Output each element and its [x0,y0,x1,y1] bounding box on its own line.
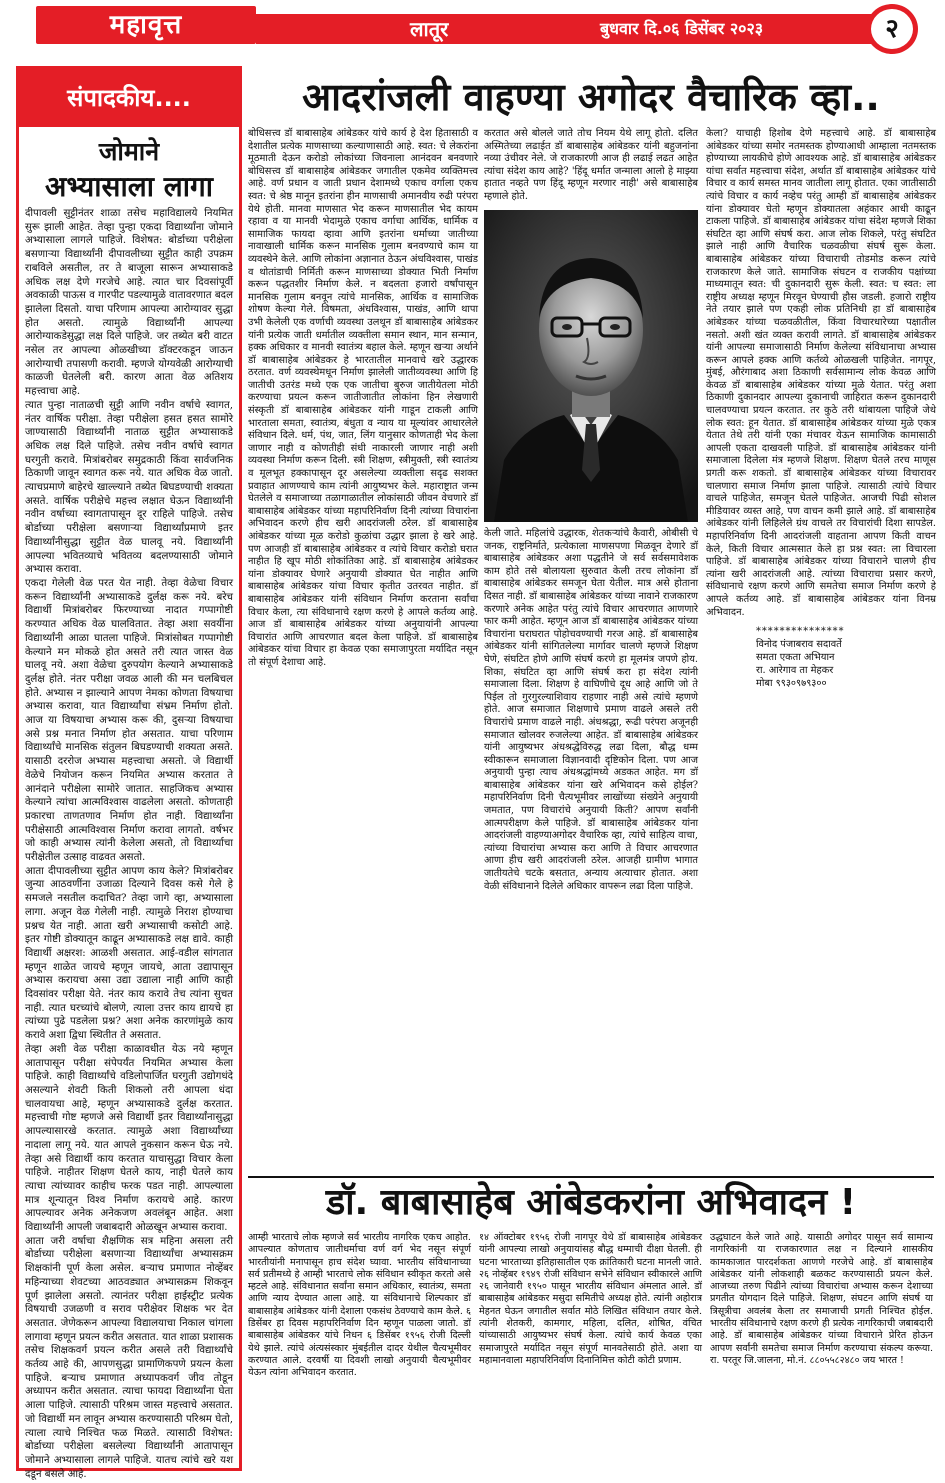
tribute-column-3: उद्धघाटन केले जाते आहे. यासाठी अगोदर पासून सर्व सामान्य नागरिकांनी या राजकारणात लक्ष न दिल्याने शासकीय कामकाजात पारदर्शकता आणणे गरजेचे आहे. डॉ बाबासाहेब आंबेडकर यांनी लोकशाही बळकट करण्यासाठी प्रयत्न केले. आजच्या तरुण पिढीने त्यांच्या विचारांचा अभ्यास करून देशाच्या प्रगतीत योगदान दिले पाहिजे. शिक्षण, संघटन आणि संघर्ष या त्रिसूत्रीचा अवलंब केला तर समाजाची प्रगती निश्चित होईल. भारतीय संविधानाचे रक्षण करणे ही प्रत्येक नागरिकाची जबाबदारी आहे. डॉ बाबासाहेब आंबेडकर यांच्या विचाराने प्रेरित होऊन आपण सर्वांनी समतेचा समाज निर्माण करण्याचा संकल्प करूया. रा. परतूर जि.जालना, मो.नं. ८८०५५८२४८० जय भारत ! [710,1232,933,1366]
editorial-column [16,66,242,1480]
editorial-paragraph: एकदा गेलेली वेळ परत येत नाही. तेव्हा वेळेचा विचार करून विद्यार्थ्यांनी अभ्यासाकडे दुर्लक्ष करू नये. बरेच विद्यार्थी मित्रांबरोबर फिरण्याच्या नादात गप्पागोष्टी करण्यात अधिक वेळ घालवितात. तेव्हा अशा सवयींना विद्यार्थ्यांनी आळा घातला पाहिजे. मित्रांसोबत गप्पागोष्टी केल्याने मन मोकळे होत असते तरी त्यात जास्त वेळ घालवू नये. अशा वेळेचा दुरुपयोग केल्याने अभ्यासाकडे दुर्लक्ष होते. नंतर परीक्षा जवळ आली की मन चलबिचल होते. अभ्यास न झाल्याने आपण नेमका कोणता विषयाचा अभ्यास करावा, यात विद्यार्थ्यांचा संभ्रम निर्माण होतो. आज या विषयाचा अभ्यास करू की, दुसऱ्या विषयाचा असे प्रश्न मनात निर्माण होत असतात. याचा परिणाम विद्यार्थ्यांचे मानसिक संतुलन बिघडण्याची शक्यता असते. यासाठी दररोज अभ्यास महत्त्वाचा असतो. जे विद्यार्थी वेळेचे नियोजन करून नियमित अभ्यास करतात ते आनंदाने परीक्षेला सामोरे जातात. साहजिकच अभ्यास केल्याने त्यांचा आत्मविश्वास वाढलेला असतो. कोणताही प्रकारचा ताणतणाव निर्माण होत नाही. विद्यार्थ्यांना परीक्षेसाठी आत्मविश्वास निर्माण करावा लागतो. वर्षभर जो काही अभ्यास त्यांनी केलेला असतो, तो विद्यार्थ्याचा परीक्षेतील उत्साह वाढवत असतो. [25,577,233,864]
article-column-3-text: केला? याचाही हिशोब देणे महत्त्वाचे आहे. डॉ बाबासाहेब आंबेडकर यांच्या समोर नतमस्तक होण्याआधी आम्हाला नतमस्तक होण्याच्या लायकीचे होणे आवश्यक आहे. डॉ बाबासाहेब आंबेडकर यांचा सर्वात महत्त्वाचा संदेश, अर्थात डॉ बाबासाहेब आंबेडकर यांचे विचार व कार्य समस्त मानव जातीला लागू होतात. एका जातीसाठी त्यांचे विचार व कार्य नव्हेच परंतु आम्ही डॉ बाबासाहेब आंबेडकर यांना डोक्यावर घेतो म्हणून डोक्यातला अहंकार आधी काढून टाकला पाहिजे. डॉ बाबासाहेब आंबेडकर यांचा संदेश म्हणजे शिका संघटित व्हा आणि संघर्ष करा. आज लोक शिकले, परंतु संघटित झाले नाही आणि वैचारिक चळवळीचा संघर्ष सुरू केला. बाबासाहेब आंबेडकर यांच्या विचाराची तोडमोड करून त्यांचे राजकारण केले जाते. सामाजिक संघटन व राजकीय पक्षांच्या माध्यमातून स्वत: ची दुकानदारी सुरू केली. स्वत: च स्वत: ला राष्ट्रीय अध्यक्ष म्हणून मिरवून घेण्याची हौस जडली. हजारो राष्ट्रीय नेते तयार झाले पण एकही लोक प्रतिनिधी हा डॉ बाबासाहेब आंबेडकर यांच्या चळवळीतील, किंवा विचारधारेच्या पक्षातील नसतो. अशी खंत व्यक्त करावी लागते. डॉ बाबासाहेब आंबेडकर यांनी आपल्या समाजासाठी निर्माण केलेल्या संविधानाचा अभ्यास करून आपले हक्क आणि कर्तव्ये ओळखली पाहिजेत. नागपूर, मुंबई, औरंगाबाद अशा ठिकाणी सर्वसामान्य लोक केवळ आणि केवळ डॉ बाबासाहेब आंबेडकर यांच्या मुळे येतात. परंतु अशा ठिकाणी दुकानदार आपल्या दुकानाची जाहिरात करून दुकानदारी चालवण्याचा प्रयत्न करतात. तर कुठे तरी थांबायला पाहिजे जेथे लोक स्वत: हून येतात. डॉ बाबासाहेब आंबेडकर यांच्या मुळे एकत्र येतात तेथे तरी यांनी एका मंचावर येऊन सामाजिक कामासाठी आपली एकता दाखवली पाहिजे. डॉ बाबासाहेब आंबेडकर यांनी समाजाला दिलेला मंत्र म्हणजे शिक्षण. शिक्षण घेतले तरच माणूस प्रगती करू शकतो. डॉ बाबासाहेब आंबेडकर यांच्या विचारावर चालणारा समाज निर्माण झाला पाहिजे. त्यासाठी त्यांचे विचार वाचले पाहिजेत, समजून घेतले पाहिजेत. आजची पिढी सोशल मीडियावर व्यस्त आहे, पण वाचन कमी झाले आहे. डॉ बाबासाहेब आंबेडकर यांनी लिहिलेले ग्रंथ वाचले तर विचारांची दिशा सापडेल. महापरिनिर्वाण दिनी आदरांजली वाहताना आपण किती वाचन केले, किती विचार आत्मसात केले हा प्रश्न स्वत: ला विचारला पाहिजे. डॉ बाबासाहेब आंबेडकर यांच्या विचाराने चालणे हीच त्यांना खरी आदरांजली आहे. त्यांच्या विचाराचा प्रसार करणे, संविधानाचे रक्षण करणे आणि समतेचा समाज निर्माण करणे हे आपले कर्तव्य आहे. डॉ बाबासाहेब आंबेडकर यांना विनम्र अभिवादन. [706,128,936,618]
editorial-body [19,205,239,1483]
article-column-2: केली जाते. महिलांचे उद्धारक, शेतकऱ्यांचे कैवारी, ओबीसी चे जनक, राष्ट्रनिर्माते, प्रत्येकाला माणसपणा मिळवून देणारे डॉ बाबासाहेब आंबेडकर अशा पद्धतीने जे सर्व सर्वसमावेशक काम होते तसे बोलायला सुरुवात केली तरच लोकांना डॉ बाबासाहेब आंबेडकर समजून घेता येतील. मात्र असे होताना दिसत नाही. डॉ बाबासाहेब आंबेडकर यांच्या नावाने राजकारण करणारे अनेक आहेत परंतु त्यांचे विचार आचरणात आणणारे फार कमी आहेत. म्हणून आज डॉ बाबासाहेब आंबेडकर यांच्या विचारांना घराघरात पोहोचवण्याची गरज आहे. डॉ बाबासाहेब आंबेडकर यांनी सांगितलेल्या मार्गावर चालणे म्हणजे शिक्षण घेणे, संघटित होणे आणि संघर्ष करणे हा मूलमंत्र जपणे होय. शिका, संघटित व्हा आणि संघर्ष करा हा संदेश त्यांनी समाजाला दिला. शिक्षण हे वाघिणीचे दूध आहे आणि जो ते पिईल तो गुरगुरल्याशिवाय राहणार नाही असे त्यांचे म्हणणे होते. आज समाजात शिक्षणाचे प्रमाण वाढले असले तरी विचारांचे प्रमाण वाढले नाही. अंधश्रद्धा, रूढी परंपरा अजूनही समाजात खोलवर रुजलेल्या आहेत. डॉ बाबासाहेब आंबेडकर यांनी आयुष्यभर अंधश्रद्धेविरुद्ध लढा दिला, बौद्ध धम्म स्वीकारून समाजाला विज्ञानवादी दृष्टिकोन दिला. पण आज अनुयायी पुन्हा त्याच अंधश्रद्धांमध्ये अडकत आहेत. मग डॉ बाबासाहेब आंबेडकर यांना खरे अभिवादन कसे होईल? महापरिनिर्वाण दिनी चैत्यभूमीवर लाखोंच्या संख्येने अनुयायी जमतात, पण विचारांचे अनुयायी किती? आपण सर्वांनी आत्मपरीक्षण केले पाहिजे. डॉ बाबासाहेब आंबेडकर यांना आदरांजली वाहण्याअगोदर वैचारिक व्हा, त्यांचे साहित्य वाचा, त्यांच्या विचारांचा अभ्यास करा आणि ते विचार आचरणात आणा हीच खरी आदरांजली ठरेल. आजही ग्रामीण भागात जातीयतेचे चटके बसतात, अन्याय अत्याचार होतात. अशा वेळी संविधानाने दिलेले अधिकार वापरून लढा दिला पाहिजे. [484,528,698,892]
portrait-photo [484,210,698,522]
tribute-headline: डॉ. बाबासाहेब आंबेडकरांना अभिवादन ! [248,1176,934,1226]
author-role: समता एकता अभियान [756,652,835,664]
author-phone: मोबा ९९३०९७९३०० [756,678,827,690]
editorial-paragraph: आता जरी वर्षाचा शैक्षणिक सत्र महिना असला तरी बोर्डाच्या परीक्षेला बसणाऱ्या विद्यार्थ्यांचा अभ्यासक्रम शिक्षकांनी पूर्ण केला असेल. बऱ्याच प्रमाणात नोव्हेंबर महिन्याच्या शेवटच्या आठवड्यात अभ्यासक्रम शिकवून पूर्ण झालेला असतो. त्यानंतर परीक्षा हाईस्ट्रीट प्रत्येक विषयाची उजळणी व सराव परीक्षेवर शिक्षक भर देत असतात. जेणेकरून आपल्या विद्यालयाचा निकाल चांगला लागावा म्हणून प्रयत्न करीत असतात. यात शाळा प्रशासक तसेच शिक्षकवर्ग प्रयत्न करीत असले तरी विद्यार्थ्यांचे कर्तव्य आहे की, आपणसुद्धा प्रामाणिकपणे प्रयत्न केला पाहिजे. बऱ्याच प्रमाणात अध्यापकवर्ग जीव तोडून अध्यापन करीत असतात. त्याचा फायदा विद्यार्थ्यांना घेता आला पाहिजे. त्यासाठी परिश्रम जास्त महत्त्वाचे असतात. जो विद्यार्थी मन लावून अभ्यास करण्यासाठी परिश्रम घेतो, त्याला त्याचे निश्चित फळ मिळते. त्यासाठी विशेषत: बोर्डाच्या परीक्षेला बसलेल्या विद्यार्थ्यांनी आतापासून जोमाने अभ्यासाला लागले पाहिजे. यातच त्यांचे खरे यश दडून बसले आहे. [25,1235,233,1480]
article-column-2-top: करतात असे बोलले जाते तोच नियम येथे लागू होतो. दलित अस्मितेच्या लढाईत डॉ बाबासाहेब आंबेडकर यांनी बहुजनांना नव्या उंचीवर नेले. जे राजकारणी आज ही लढाई लढत आहेत त्यांचा संदेश काय आहे? 'हिंदू धर्मात जन्माला आलो हे माझ्या हातात नव्हते पण हिंदू म्हणून मरणार नाही' असे बाबासाहेब म्हणाले होते. [484,128,698,202]
masthead-red-bar [256,14,876,44]
author-name: विनोद पंजाबराव सदावर्ते [756,639,842,651]
author-address: रा. आरेगाव ता मेहकर [756,665,834,677]
article-headline: आदरांजली वाहण्या अगोदर वैचारिक व्हा.. [302,75,880,119]
editorial-paragraph: दीपावली सुट्टीनंतर शाळा तसेच महाविद्यालये नियमित सुरू झाली आहेत. तेव्हा पुन्हा एकदा विद्यार्थ्यांना जोमाने अभ्यासाला लागले पाहिजे. विशेषत: बोर्डाच्या परीक्षेला बसणाऱ्या विद्यार्थ्यांनी दीपावलीच्या सुट्टीत काही उपक्रम राबविले असतील, तर ते बाजूला सारून अभ्यासाकडे अधिक लक्ष देणे गरजेचे आहे. त्यात चार दिवसांपूर्वी अवकाळी पाऊस व गारपीट पडल्यामुळे वातावरणात बदल झालेला दिसतो. याचा परिणाम आपल्या आरोग्यावर सुद्धा होत असतो. त्यामुळे विद्यार्थ्यांनी आपल्या आरोग्याकडेसुद्धा लक्ष दिले पाहिजे. जर तब्येत बरी वाटत नसेल तर आपल्या ओळखीच्या डॉक्टरकडून जाऊन आरोग्याची तपासणी करावी. म्हणजे योग्यवेळी आरोग्याची काळजी घेतलेली बरी. कारण आता वेळ अतिशय महत्त्वाचा आहे. [25,208,233,398]
article-column-3 [706,128,936,1168]
masthead [0,0,945,58]
signature-stars: *************** [756,626,845,638]
editorial-title-line1: जोमाने [98,137,160,166]
portrait-illustration [484,210,698,522]
author-signature [706,625,936,690]
editorial-paragraph: आता दीपावलीच्या सुट्टीत आपण काय केले? मित्रांबरोबर जुन्या आठवणींना उजाळा दिल्याने दिवस कसे गेले हे समजले नसतील कदाचित? तेव्हा जागे व्हा, अभ्यासाला लागा. अजून वेळ गेलेली नाही. त्यामुळे निराश होण्याचा प्रश्नच येत नाही. आता खरी अभ्यासाची कसोटी आहे. इतर गोष्टी डोक्यातून काढून अभ्यासाकडे लक्ष द्यावे. काही विद्यार्थी अक्षरश: आळशी असतात. आई-वडील सांगतात म्हणून शाळेत जायचे म्हणून जायचे, आता उद्यापासून अभ्यास करायचा असा उद्या उद्याला नाही आणि काही दिवसांवर परीक्षा येते. नंतर काय करावे तेच त्यांना सुचत नाही. त्यात घरच्यांचे बोलणे, त्याला उत्तर काय द्यायचे हा त्यांच्या पुढे पडलेला प्रश्न? अशा अनेक कारणांमुळे काय करावे अशा द्विधा स्थितीत ते असतात. [25,865,233,1042]
page-number: २ [866,4,918,54]
editorial-paragraph: तेव्हा अशी वेळ परीक्षा काळावधीत येऊ नये म्हणून आतापासून परीक्षा संपेपर्यंत नियमित अभ्यास केला पाहिजे. काही विद्यार्थ्यांचे वडिलोपार्जित घरगुती उद्योगधंदे असल्याने शेवटी किती शिकलो तरी आपला धंदा चालवायचा आहे, म्हणून अभ्यासाकडे दुर्लक्ष करतात. महत्त्वाची गोष्ट म्हणजे असे विद्यार्थी इतर विद्यार्थ्यांनासुद्धा आपल्यासारखे करतात. त्यामुळे अशा विद्यार्थ्यांच्या नादाला लागू नये. यात आपले नुकसान करून घेऊ नये. तेव्हा असे विद्यार्थी काय करतात याचासुद्धा विचार केला पाहिजे. नाहीतर शिक्षण घेतले काय, नाही घेतले काय त्याचा त्यांच्यावर काहीच फरक पडत नाही. आपल्याला मात्र शून्यातून विश्व निर्माण करायचे आहे. कारण आपल्यावर अनेक अनेकजण अवलंबून आहेत. अशा विद्यार्थ्यांनी आपली जबाबदारी ओळखून अभ्यास करावा. [25,1043,233,1234]
masthead-logo-box [36,6,256,44]
tribute-column-2: १४ ऑक्टोबर १९५६ रोजी नागपूर येथे डॉ बाबासाहेब आंबेडकर यांनी आपल्या लाखो अनुयायांसह बौद्ध धम्माची दीक्षा घेतली. ही घटना भारताच्या इतिहासातील एक क्रांतिकारी घटना मानली जाते. २६ नोव्हेंबर १९४९ रोजी संविधान सभेने संविधान स्वीकारले आणि २६ जानेवारी १९५० पासून भारतीय संविधान अंमलात आले. डॉ बाबासाहेब आंबेडकर मसुदा समितीचे अध्यक्ष होते. त्यांनी अहोरात्र मेहनत घेऊन जगातील सर्वात मोठे लिखित संविधान तयार केले. त्यांनी शेतकरी, कामगार, महिला, दलित, शोषित, वंचित यांच्यासाठी आयुष्यभर संघर्ष केला. त्यांचे कार्य केवळ एका समाजापुरते मर्यादित नसून संपूर्ण मानवतेसाठी होते. अशा या महामानवाला महापरिनिर्वाण दिनानिमित्त कोटी कोटी प्रणाम. [479,1232,702,1366]
article-column-1: बोधिसत्त्व डॉ बाबासाहेब आंबेडकर यांचे कार्य हे देश हितासाठी व देशातील प्रत्येक माणसाच्या कल्याणासाठी आहे. स्वत: चे लेकरांना मूठमाती देऊन करोडो लोकांच्या जिवनाला आनंदवन बनवणारे बोधिसत्त्व डॉ बाबासाहेब आंबेडकर जगातील एकमेव व्यक्तिमत्त्व आहे. वर्ण प्रधान व जाती प्रधान देशामध्ये एकाच वर्गाला एकच स्वत: चे श्रेष्ठ मानून इतरांना हीन माणसाची अमानवीय रुढी परंपरा येथे होती. मानवा माणसात भेद करून माणसातील भेद कायम रहावा व या मानवी भेदामुळे एकाच वर्गाचा आर्थिक, धार्मिक व सामाजिक फायदा व्हावा आणि इतरांना धर्माच्या जातीच्या नावाखाली धार्मिक करून मानसिक गुलाम बनवण्याचे काम या व्यवस्थेने केले. आणि लोकांना अज्ञानात ठेऊन अंधविश्वास, पाखंड व थोतांडाची निर्मिती करून माणसाच्या डोक्यात भिती निर्माण करून पद्धतशीर निर्माण केले. न बदलता हजारो वर्षांपासून मानसिक गुलाम बनवून त्यांचे मानसिक, आर्थिक व सामाजिक शोषण केल्या गेले. विषमता, अंधविश्वास, पाखंड, आणि थापा उभी केलेली एक वर्णाची व्यवस्था उलथून डॉ बाबासाहेब आंबेडकर यांनी प्रत्येक जाती धर्मातील व्यक्तीला समान स्थान, मान सन्मान, हक्क अधिकार व मानवी स्वातंत्र्य बहाल केले. म्हणून खऱ्या अर्थाने डॉ बाबासाहेब आंबेडकर हे भारतातील मानवाचे खरे उद्धारक ठरतात. वर्ण व्यवस्थेमधून निर्माण झालेली जातीव्यवस्था आणि हि जातीची उतरंड मध्ये एक एक जातीचा बुरुज जातीयेतला मोठी करण्याचा प्रयत्न करून जातीजातीत लोकांना हिन लेखणारी संस्कृती डॉ बाबासाहेब आंबेडकर यांनी गाडून टाकली आणि भारताला समता, स्वातंत्र्य, बंधुता व न्याय या मूल्यांवर आधारलेले संविधान दिले. धर्म, पंथ, जात, लिंग यानुसार कोणताही भेद केला जाणार नाही व कोणतीही संधी नाकारली जाणार नाही अशी व्यवस्था निर्माण करून दिली. स्त्री शिक्षण, स्त्रीमुक्ती, स्त्री स्वातंत्र्य व मूलभूत हक्कापासून दूर असलेल्या व्यक्तीला सदृढ सशक्त प्रवाहात आणण्याचे काम त्यांनी आयुष्यभर केले. महाराष्ट्रात जन्म घेतलेले व समाजाच्या तळागाळातील लोकांसाठी जीवन वेचणारे डॉ बाबासाहेब आंबेडकर यांच्या महापरिनिर्वाण दिनी त्यांच्या विचारांना अभिवादन करणे हीच खरी आदरांजली ठरेल. डॉ बाबासाहेब आंबेडकर यांच्या मूळ करोडो कुळांचा उद्धार झाला हे खरे आहे. पण आजही डॉ बाबासाहेब आंबेडकर व त्यांचे विचार करोडो घरात नाहीत हि खूप मोठी शोकांतिका आहे. डॉ बाबासाहेब आंबेडकर यांना डोक्यावर घेणारे अनुयायी डोक्यात घेत नाहीत आणि बाबासाहेब आंबेडकर यांचा विचार कृतीत उतरवत नाहीत. डॉ बाबासाहेब आंबेडकर यांनी संविधान निर्माण करताना सर्वांचा विचार केला, त्या संविधानाचे रक्षण करणे हे आपले कर्तव्य आहे. आज डॉ बाबासाहेब आंबेडकर यांच्या अनुयायांनी आपल्या विचारांत आणि आचरणात बदल केला पाहिजे. डॉ बाबासाहेब आंबेडकर यांचा विचार हा केवळ एका समाजापुरता मर्यादित नसून तो संपूर्ण देशाचा आहे. [248,128,478,668]
newspaper-title: महावृत्त [109,10,183,40]
edition-city: लातूर [410,17,449,41]
issue-date: बुधवार दि.०६ डिसेंबर २०२३ [600,19,764,38]
tribute-column-1: आम्ही भारताचे लोक म्हणजे सर्व भारतीय नागरिक एकच आहोत. आपल्यात कोणताच जातीधर्माचा वर्ण वर्ग भेद नसून संपूर्ण भारतीयांनी मनापासून हाच संदेश घ्यावा. भारतीय संविधानाच्या सर्व प्रतीमध्ये हे आम्ही भारताचे लोक संविधान स्वीकृत करतो असे म्हटले आहे. संविधानात सर्वांना समान अधिकार, स्वातंत्र्य, समता आणि न्याय देण्यात आला आहे. या संविधानाचे शिल्पकार डॉ बाबासाहेब आंबेडकर यांनी देशाला एकसंध ठेवण्याचे काम केले. ६ डिसेंबर हा दिवस महापरिनिर्वाण दिन म्हणून पाळला जातो. डॉ बाबासाहेब आंबेडकर यांचे निधन ६ डिसेंबर १९५६ रोजी दिल्ली येथे झाले. त्यांचे अंत्यसंस्कार मुंबईतील दादर येथील चैत्यभूमीवर करण्यात आले. दरवर्षी या दिवशी लाखो अनुयायी चैत्यभूमीवर येऊन त्यांना अभिवादन करतात. [248,1232,471,1379]
editorial-title-line2: अभ्यासाला लागा [45,170,213,203]
editorial-heading: संपादकीय.... [19,69,239,127]
editorial-paragraph: त्यात पुन्हा नाताळची सुट्टी आणि नवीन वर्षाचे स्वागत, नंतर वार्षिक परीक्षा. तेव्हा परीक्षेला हसत हसत सामोरे जाण्यासाठी विद्यार्थ्यांनी नाताळ सुट्टीत अभ्यासाकडे अधिक लक्ष दिले पाहिजे. तसेच नवीन वर्षाचे स्वागत घरगुती करावे. मित्रांबरोबर समुद्रकाठी किंवा सार्वजनिक ठिकाणी जावून स्वागत करू नये. यात अधिक वेळ जातो. त्याचप्रमाणे बाहेरचे खाल्ल्याने तब्येत बिघडण्याची शक्यता असते. वार्षिक परीक्षेचे महत्त्व लक्षात घेऊन विद्यार्थ्यांनी नवीन वर्षाच्या स्वागतापासून दूर राहिले पाहिजे. तसेच बोर्डाच्या परीक्षेला बसणाऱ्या विद्यार्थ्यांप्रमाणे इतर विद्यार्थ्यांनीसुद्धा सुट्टीत वेळ घालवू नये. विद्यार्थ्यांनी आपल्या भवितव्याचे भवितव्य बदलण्यासाठी जोमाने अभ्यास करावा. [25,399,233,576]
